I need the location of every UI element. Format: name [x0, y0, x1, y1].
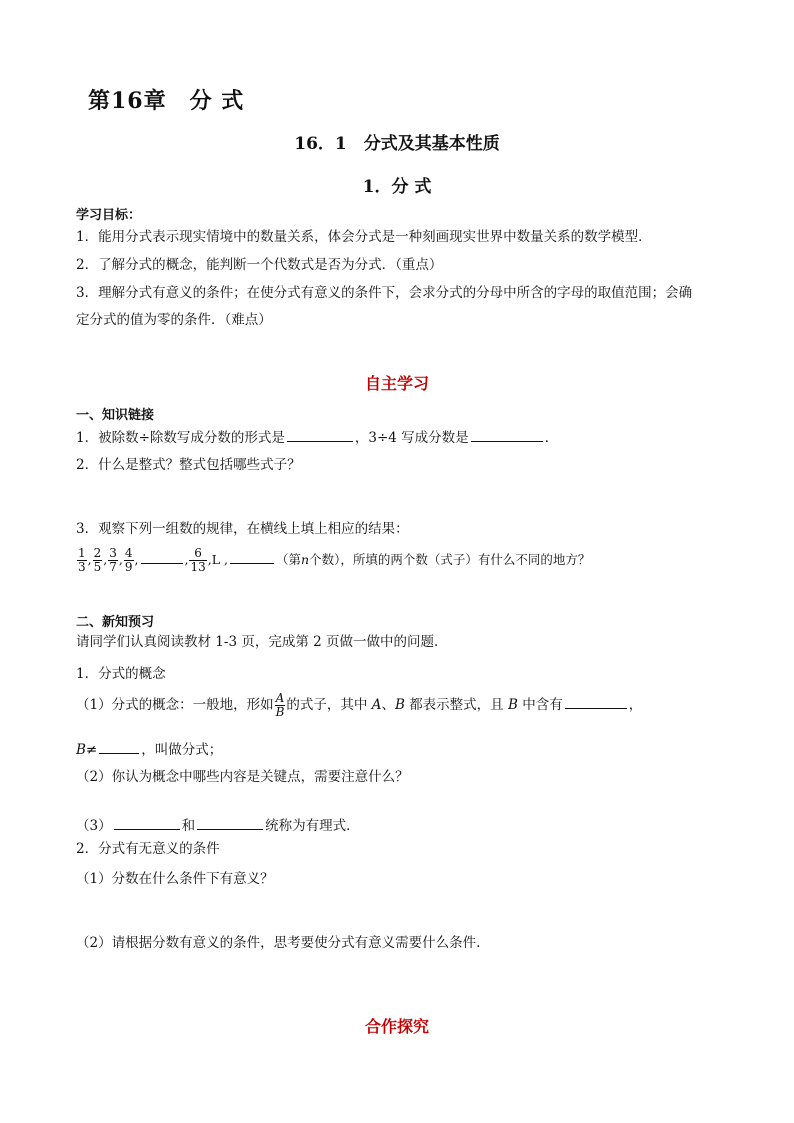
question-3: 3．观察下列一组数的规律，在横线上填上相应的结果：: [76, 521, 409, 537]
q1-text-c: ．: [544, 430, 559, 446]
fraction: $\frac{4}{9}$: [124, 546, 133, 574]
fraction: $\frac{1}{3}$: [78, 546, 86, 574]
concept-question-2: （2）你认为概念中哪些内容是关键点，需要注意什么？: [76, 769, 409, 785]
fraction: $\frac{A}{B}$: [275, 691, 285, 719]
condition-question-1: （1）分数在什么条件下有意义？: [76, 871, 274, 887]
goal-item: 3．理解分式有意义的条件；在使分式有意义的条件下，会求分式的分母中所含的字母的取值范围；会确: [76, 285, 693, 301]
sequence-tail: （第n个数），所填的两个数（式子）有什么不同的地方？: [276, 552, 591, 567]
fraction: $\frac{6}{13}$: [190, 546, 206, 574]
ellipsis: ,L ,: [207, 552, 228, 567]
sequence-line: $\frac{1}{3}$ , $\frac{2}{5}$ , $\frac{3}{7}$ , $\frac{4}{9}$ , , $\frac{6}{13}$ ,L , （第n个数），所填的两个数（式子）有什么不同的地方？: [78, 546, 591, 574]
fraction: $\frac{2}{5}$: [93, 546, 102, 574]
answer-blank[interactable]: [471, 429, 543, 442]
condition-heading: 2．分式有无意义的条件: [76, 841, 220, 857]
question-1: [76, 429, 558, 446]
goal-item: 2．了解分式的概念，能判断一个代数式是否为分式．（重点）: [76, 257, 443, 273]
section-title: 16．1 分式及其基本性质: [294, 134, 500, 154]
answer-blank[interactable]: [565, 696, 627, 709]
chapter-title: 第16章 分 式: [88, 88, 245, 114]
knowledge-link-heading: 一、知识链接: [76, 408, 155, 423]
concept-definition: （1）分式的概念：一般地，形如 $\frac{A}{B}$ 的式子，其中 A、B 都表示整式，且 B 中含有 ，: [76, 691, 643, 719]
goal-item: 1．能用分式表示现实情境中的数量关系，体会分式是一种刻画现实世界中数量关系的数学模型．: [76, 229, 652, 245]
goal-item: 定分式的值为零的条件．（难点）: [76, 312, 272, 328]
q1-text-a: 1．被除数÷除数写成分数的形式是: [76, 430, 285, 446]
fraction: $\frac{3}{7}$: [109, 546, 117, 574]
concept-heading: 1．分式的概念: [76, 666, 166, 682]
answer-blank[interactable]: [230, 551, 274, 564]
reading-instruction: 请同学们认真阅读教材 1-3 页，完成第 2 页做一做中的问题．: [76, 634, 448, 650]
learning-goals-heading: 学习目标：: [76, 208, 142, 223]
answer-blank[interactable]: [99, 741, 139, 754]
answer-blank[interactable]: [141, 551, 183, 564]
answer-blank[interactable]: [197, 817, 263, 830]
new-knowledge-heading: 二、新知预习: [76, 615, 155, 630]
subsection-title: 1．分 式: [362, 177, 432, 197]
self-study-heading: 自主学习: [364, 374, 429, 393]
question-2: 2．什么是整式？整式包括哪些式子？: [76, 457, 301, 473]
cooperate-heading: 合作探究: [364, 1017, 429, 1036]
concept-definition-cont: B≠ ，叫做分式；: [76, 742, 223, 758]
q1-text-b: ，3÷4 写成分数是: [354, 430, 469, 446]
answer-blank[interactable]: [114, 817, 180, 830]
answer-blank[interactable]: [287, 429, 353, 442]
condition-question-2: （2）请根据分数有意义的条件，思考要使分式有意义需要什么条件.: [76, 935, 481, 951]
concept-question-3: （3） 和 统称为有理式．: [76, 818, 360, 834]
